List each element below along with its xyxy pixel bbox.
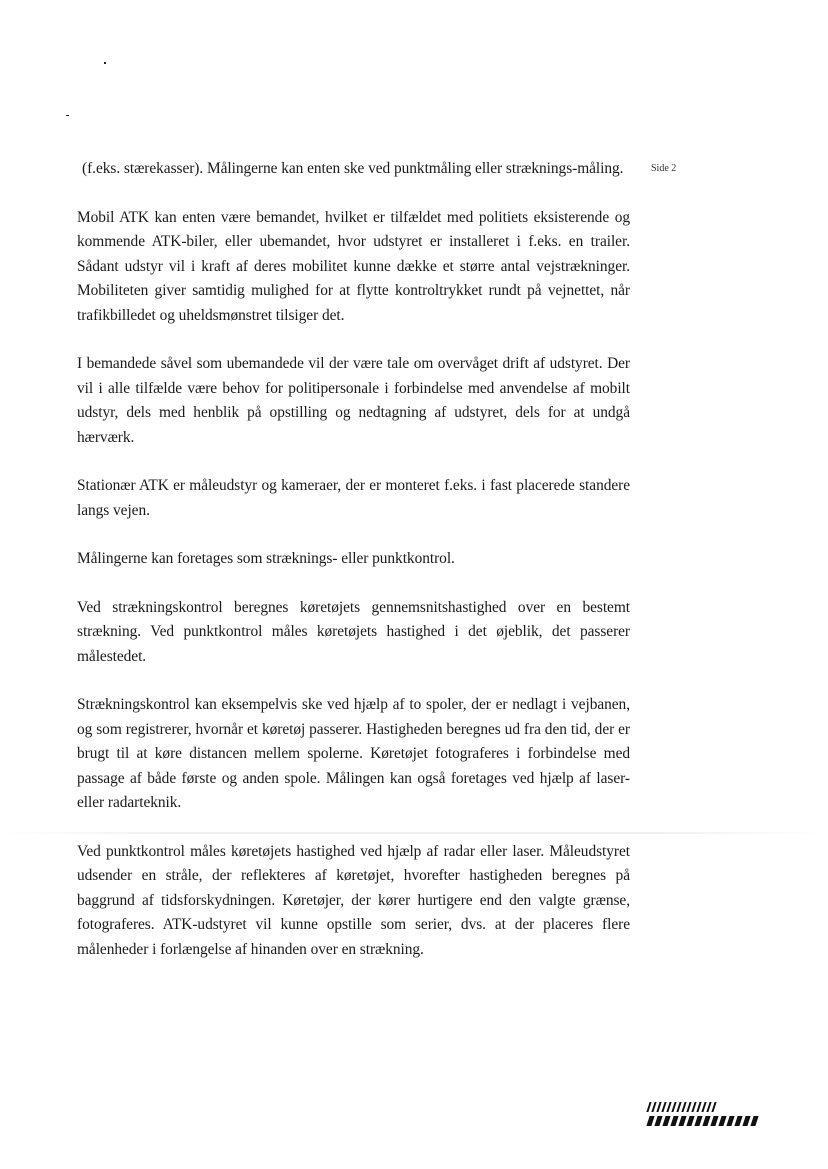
paragraph: Stationær ATK er måleudstyr og kameraer, der er monteret f.eks. i fast placerede standere langs vejen. [77,477,630,519]
paragraph: I bemandede såvel som ubemandede vil der være tale om overvåget drift af udstyret. Der vil i alle tilfælde være behov for politipersonale i forbindelse med anvendelse af mobilt udstyr, dels med henblik på opstilling og nedtagning af udstyret, dels for at undgå hærværk. [77,355,630,446]
scan-fold-line [0,832,828,834]
paragraph: Mobil ATK kan enten være bemandet, hvilket er tilfældet med politiets eksisterende og kommende ATK-biler, eller ubemandet, hvor udstyret er installeret i f.eks. en trailer. Sådant udstyr vil i kraft af deres mobilitet kunne dække et større antal vejstrækninger. Mobiliteten giver samtidig mulighed for at flytte kontroltrykket rundt på vejnettet, når trafikbilledet og uheldsmønstret tilsiger det. [77,208,630,324]
paragraph: (f.eks. stærekasser). Målingerne kan enten ske ved punktmåling eller stræknings-måling. [82,160,624,177]
paragraph: Ved punktkontrol måles køretøjets hastighed ved hjælp af radar eller laser. Måleudstyret udsender en stråle, der reflekteres af køretøjet, hvorefter hastigheden beregnes på baggrund af tidsforskydningen. Køretøjer, der kører hurtigere end den valgte grænse, fotograferes. ATK-udstyret vil kunne opstille som serier, dvs. at der placeres flere målenheder i forlængelse af hinanden over en strækning. [77,842,630,958]
barcode-icon [648,1102,780,1128]
paragraph: Strækningskontrol kan eksempelvis ske ved hjælp af to spoler, der er nedlagt i vejbanen, og som registrerer, hvornår et køretøj passerer. Hastigheden beregnes ud fra den tid, der er brugt til at køre distancen mellem spolerne. Køretøjet fotograferes i forbindelse med passage af både første og anden spole. Målingen kan også foretages ved hjælp af laser- eller radarteknik. [77,696,630,811]
page-number: Side 2 [651,163,677,174]
scan-speck [104,62,106,64]
paragraph: Målingerne kan foretages som stræknings- eller punktkontrol. [77,550,455,567]
scan-speck [66,115,69,116]
paragraph: Ved strækningskontrol beregnes køretøjets gennemsnitshastighed over en bestemt strækning. Ved punktkontrol måles køretøjets hastighed i det øjeblik, det passerer målestedet. [77,598,630,665]
document-body [77,157,630,986]
